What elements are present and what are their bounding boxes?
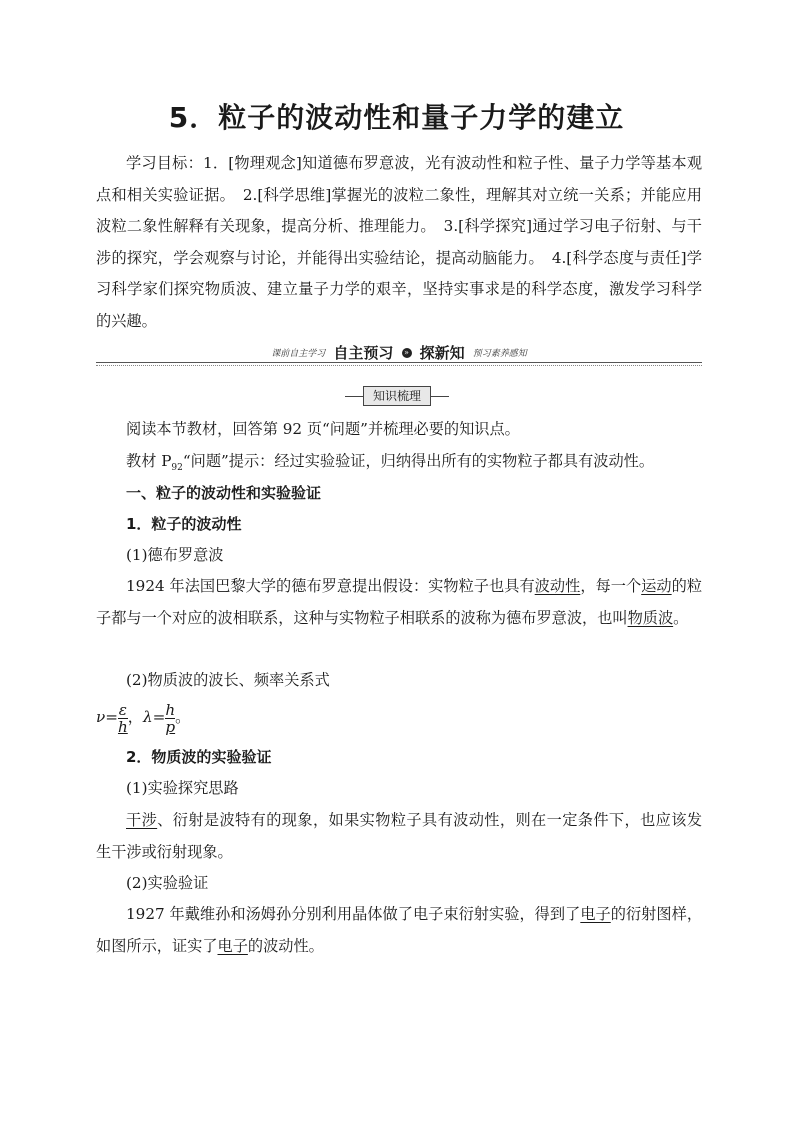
paragraph-de-broglie — [96, 571, 702, 634]
answer-blank-electron-2: 电子 — [217, 936, 248, 955]
banner-left-caption: 课前自主学习 — [271, 349, 326, 359]
para1-text-d: 。 — [673, 608, 689, 627]
para1-text-c: 的粒子都与一个对应的波相联系，这种与实物粒子相联系的波称为德布罗意波，也叫 — [96, 577, 703, 627]
para2-text: 、衍射是波特有的现象，如果实物粒子具有波动性，则在一定条件下，也应该发生干涉或衍射现象。 — [96, 811, 702, 861]
formula-separator: ， — [127, 708, 143, 726]
heading-section-1: 一、粒子的波动性和实验验证 — [126, 484, 322, 502]
heading-1-1-2: (2)物质波的波长、频率关系式 — [126, 671, 330, 689]
objectives-text: 1．[物理观念]知道德布罗意波，光有波动性和粒子性、量子力学等基本观点和相关实验证据。 2.[科学思维]掌握光的波粒二象性，理解其对立统一关系；并能应用波粒二象性解释有关现象，提高分析、推理能力。 3.[科学探究]通过学习电子衍射、与干涉的探究，学会观察与讨论，并能得出实验结论，提高动脑能力。 4.[科学态度与责任]学习科学家们探究物质波、建立量子力学的艰辛，坚持实事求是的科学态度，激发学习科学的兴趣。 — [96, 154, 703, 330]
answer-blank-wave-nature: 波动性 — [534, 577, 581, 595]
para3-text-a: 1927 年戴维孙和汤姆孙分别利用晶体做了电子束衍射实验，得到了 — [126, 905, 581, 923]
fraction-numerator-h: h — [165, 700, 176, 719]
formula-equals-1: = — [105, 708, 118, 726]
objectives-label: 学习目标： — [126, 154, 203, 172]
formula-lambda: λ — [142, 708, 153, 726]
heading-1-2: 2．物质波的实验验证 — [126, 748, 272, 766]
answer-blank-matter-wave: 物质波 — [627, 608, 674, 627]
formula-equals-2: = — [152, 708, 166, 726]
section-banner — [96, 342, 702, 368]
banner-arrow-icon: » — [402, 348, 412, 358]
para1-text-b: ，每一个 — [580, 577, 642, 595]
intro2-page-subscript: 92 — [171, 463, 183, 474]
heading-1-2-2: (2)实验验证 — [126, 874, 209, 892]
intro2-prefix: 教材 P — [126, 452, 172, 470]
banner-right-caption: 预习素养感知 — [472, 349, 527, 359]
banner-rule-dotted — [96, 365, 702, 366]
formula-line — [96, 700, 702, 735]
intro2-text: “问题”提示：经过实验验证，归纳得出所有的实物粒子都具有波动性。 — [182, 452, 655, 470]
para1-text-a: 1924 年法国巴黎大学的德布罗意提出假设：实物粒子也具有 — [126, 577, 535, 595]
heading-1-1-1: (1)德布罗意波 — [126, 546, 224, 564]
section-tag — [345, 386, 449, 406]
fraction-numerator-epsilon: ε — [118, 700, 127, 719]
intro-paragraph-1: 阅读本节教材，回答第 92 页“问题”并梳理必要的知识点。 — [126, 420, 520, 438]
formula-fraction-energy — [118, 702, 128, 735]
heading-1-1: 1．粒子的波动性 — [126, 515, 242, 533]
answer-blank-electron-1: 电子 — [580, 905, 611, 923]
answer-blank-interference: 干涉 — [126, 811, 158, 829]
answer-blank-motion: 运动 — [641, 577, 672, 595]
paragraph-interference — [96, 805, 702, 868]
fraction-denominator-p: p — [165, 717, 176, 736]
paragraph-electron-diffraction — [96, 899, 702, 962]
banner-main-title-2: 探新知 — [417, 344, 468, 362]
para3-text-c: 的波动性。 — [247, 936, 324, 955]
banner-main-title: 自主预习 — [330, 344, 396, 362]
heading-1-2-1: (1)实验探究思路 — [126, 779, 239, 797]
para3-text-b: 的衍射图样，如图所示，证实了 — [96, 905, 703, 955]
fraction-denominator-h: h — [117, 717, 128, 736]
formula-nu: ν — [96, 708, 106, 726]
formula-fraction-wavelength — [165, 702, 175, 735]
formula-end: 。 — [175, 708, 191, 726]
page-title: 5．粒子的波动性和量子力学的建立 — [168, 101, 625, 134]
tag-label: 知识梳理 — [363, 386, 431, 406]
learning-objectives — [96, 148, 702, 337]
